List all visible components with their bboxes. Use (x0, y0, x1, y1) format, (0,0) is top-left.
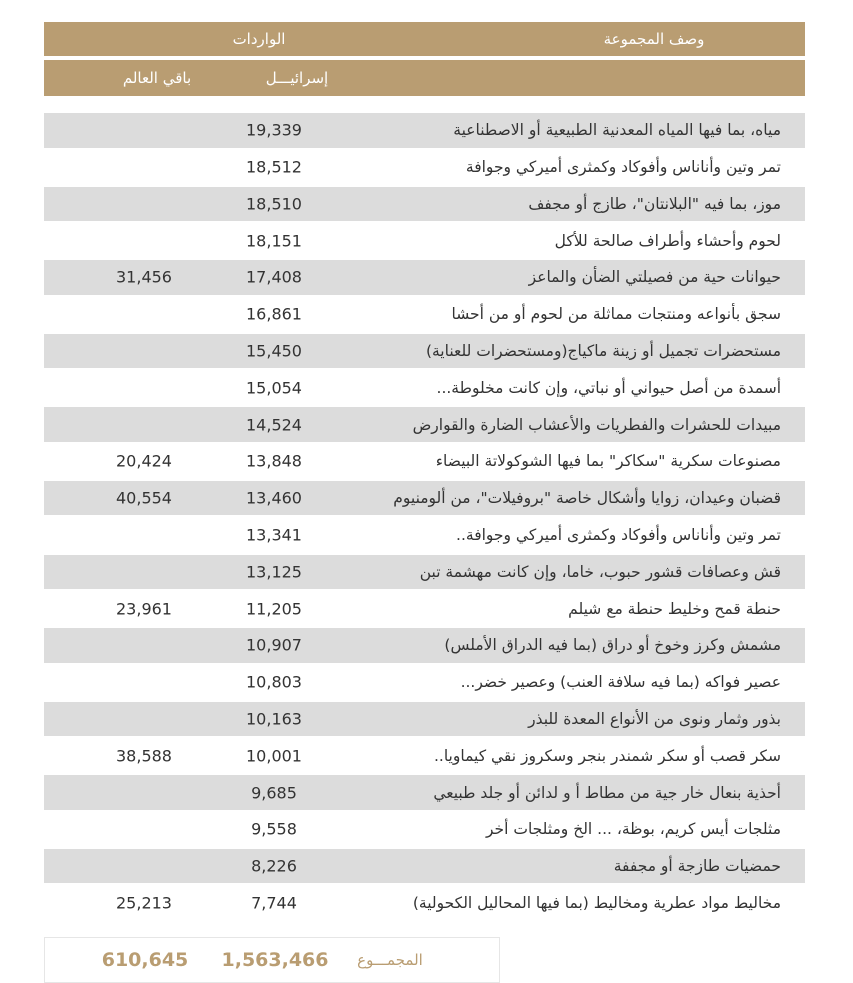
row-israel-value: 16,861 (246, 304, 302, 324)
row-description: أسمدة من أصل حيواني أو نباتي، وإن كانت مخلوطة... (436, 378, 781, 397)
header-row-top (44, 22, 805, 56)
row-description: حنطة قمح وخليط حنطة مع شيلم (568, 599, 781, 618)
row-world-value: 25,213 (116, 893, 172, 913)
table-row (44, 849, 805, 884)
row-description: مياه، بما فيها المياه المعدنية الطبيعية أو الاصطناعية (453, 121, 781, 140)
row-description: مصنوعات سكرية "سكاكر" بما فيها الشوكولاتة البيضاء (435, 452, 781, 471)
row-israel-value: 13,125 (246, 562, 302, 582)
row-world-value: 23,961 (116, 599, 172, 619)
row-israel-value: 13,460 (246, 488, 302, 508)
table-row (44, 407, 805, 442)
column-header-description: وصف المجموعة (603, 30, 705, 48)
table-row (44, 665, 805, 700)
row-israel-value: 8,226 (251, 856, 297, 876)
row-israel-value: 15,450 (246, 341, 302, 361)
row-israel-value: 13,848 (246, 451, 302, 471)
row-description: لحوم وأحشاء وأطراف صالحة للأكل (554, 231, 781, 250)
row-description: مشمش وكرز وخوخ أو دراق (بما فيه الدراق الأملس) (444, 636, 781, 655)
row-description: حيوانات حية من فصيلتي الضأن والماعز (528, 268, 781, 287)
row-description: حمضيات طازجة أو مجففة (613, 857, 781, 876)
row-israel-value: 7,744 (251, 893, 297, 913)
row-description: سكر قصب أو سكر شمندر بنجر وسكروز نقي كيماويا.. (433, 746, 781, 765)
row-israel-value: 10,001 (246, 746, 302, 766)
table-row (44, 555, 805, 590)
row-world-value: 40,554 (116, 488, 172, 508)
row-world-value: 20,424 (116, 451, 172, 471)
table-row (44, 150, 805, 185)
row-world-value: 38,588 (116, 746, 172, 766)
table-row (44, 739, 805, 774)
table-row (44, 481, 805, 516)
row-israel-value: 10,163 (246, 709, 302, 729)
table-row (44, 371, 805, 406)
row-description: مخاليط مواد عطرية ومخاليط (بما فيها المحاليل الكحولية) (412, 893, 781, 912)
row-description: سجق بأنواعه ومنتجات مماثلة من لحوم أو من أحشا (451, 305, 781, 324)
row-israel-value: 11,205 (246, 599, 302, 619)
table-row (44, 702, 805, 737)
row-description: مثلجات أيس كريم، بوظة، ... الخ ومثلجات أخر (485, 820, 781, 839)
table-row (44, 223, 805, 258)
row-israel-value: 17,408 (246, 267, 302, 287)
table-row (44, 628, 805, 663)
total-row (44, 937, 500, 983)
row-israel-value: 18,151 (246, 231, 302, 251)
table-row (44, 518, 805, 553)
row-israel-value: 15,054 (246, 378, 302, 398)
table-row (44, 886, 805, 921)
row-israel-value: 18,512 (246, 157, 302, 177)
row-description: قش وعصافات قشور حبوب، خاما، وإن كانت مهشمة تبن (419, 562, 781, 581)
row-description: مبيدات للحشرات والفطريات والأعشاب الضارة والقوارض (412, 415, 781, 434)
table-row (44, 260, 805, 295)
row-israel-value: 10,803 (246, 672, 302, 692)
row-israel-value: 14,524 (246, 415, 302, 435)
header-row-bottom (44, 60, 805, 96)
column-header-israel: إسرائيـــل (265, 69, 329, 87)
row-description: بذور وثمار ونوى من الأنواع المعدة للبذر (528, 710, 781, 728)
row-description: تمر وتين وأناناس وأفوكاد وكمثرى أميركي وجوافة.. (456, 526, 781, 545)
total-label: المجمـــوع (357, 951, 423, 969)
table-row (44, 187, 805, 222)
table-row (44, 775, 805, 810)
table-row (44, 591, 805, 626)
row-israel-value: 10,907 (246, 635, 302, 655)
column-header-imports: الواردات (232, 30, 286, 48)
row-description: قضبان وعيدان، زوايا وأشكال خاصة "بروفيلات"، من ألومنيوم (393, 489, 781, 508)
row-description: مستحضرات تجميل أو زينة ماكياج(ومستحضرات للعناية) (425, 342, 781, 361)
table-row (44, 113, 805, 148)
row-israel-value: 19,339 (246, 120, 302, 140)
row-israel-value: 9,685 (251, 783, 297, 803)
table-row (44, 297, 805, 332)
column-header-rest-of-world: باقي العالم (122, 69, 192, 87)
row-description: عصير فواكه (بما فيه سلافة العنب) وعصير خضر... (460, 673, 781, 692)
row-israel-value: 18,510 (246, 194, 302, 214)
row-description: أحذية بنعال خار جية من مطاط أ و لدائن أو جلد طبيعي (433, 783, 781, 802)
row-description: موز، بما فيه "البلانتان"، طازج أو مجفف (528, 194, 781, 213)
total-israel-value: 1,563,466 (221, 949, 329, 971)
table-row (44, 812, 805, 847)
total-world-value: 610,645 (101, 949, 189, 971)
row-israel-value: 9,558 (251, 819, 297, 839)
row-world-value: 31,456 (116, 267, 172, 287)
row-description: تمر وتين وأناناس وأفوكاد وكمثرى أميركي وجوافة (465, 158, 781, 177)
imports-table-body (44, 113, 805, 923)
table-row (44, 334, 805, 369)
row-israel-value: 13,341 (246, 525, 302, 545)
table-row (44, 444, 805, 479)
